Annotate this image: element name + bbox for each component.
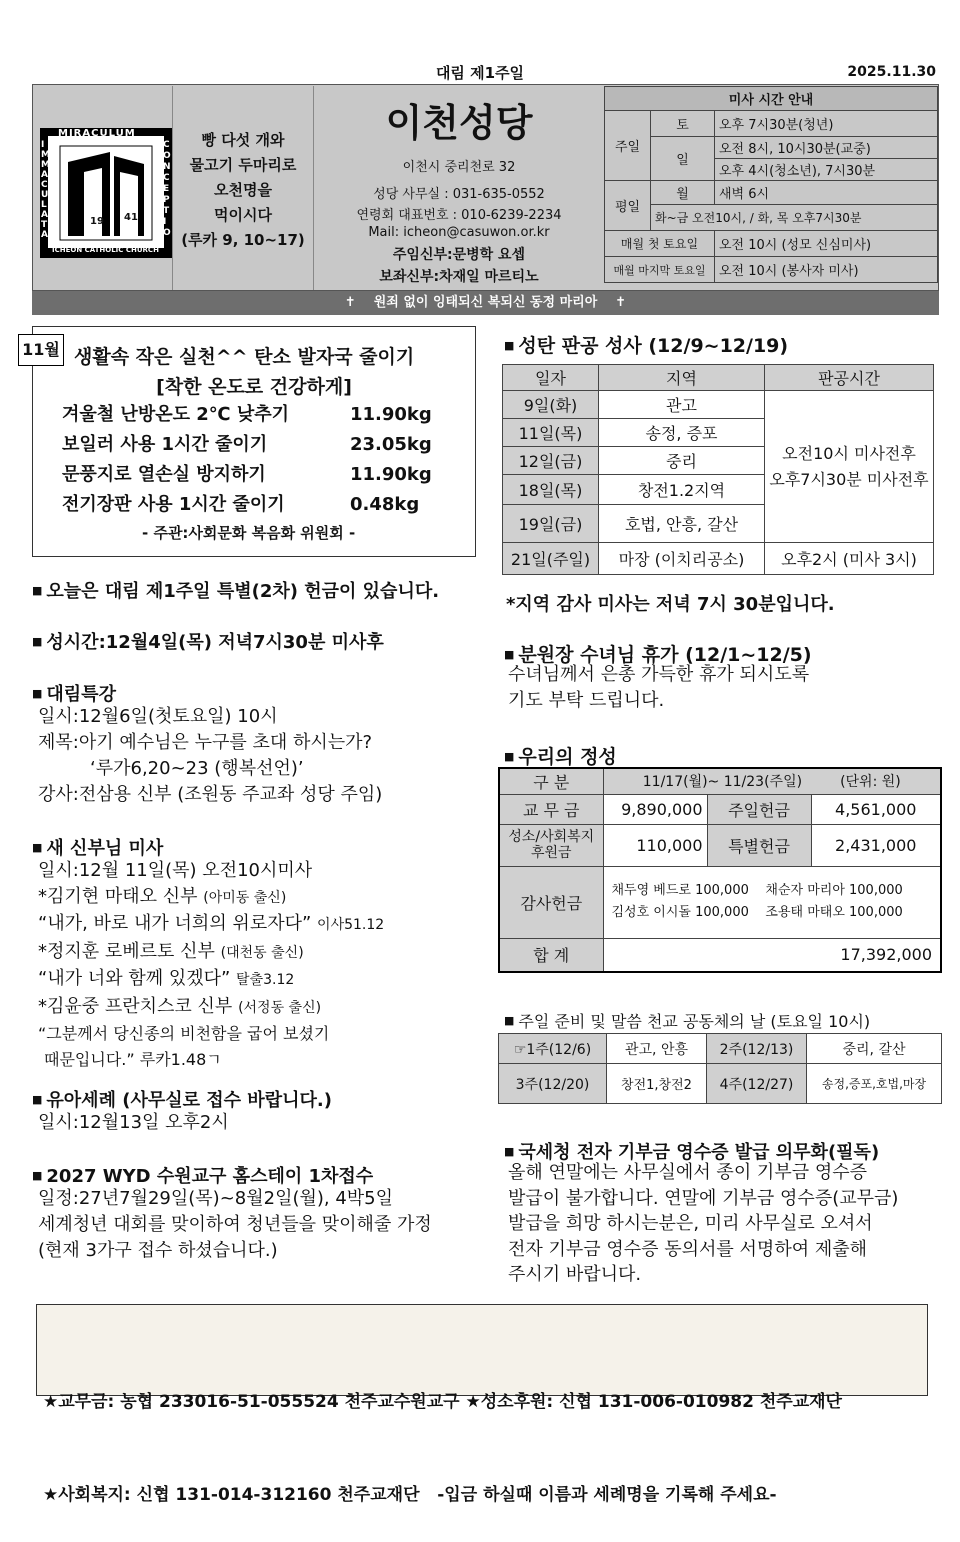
community-week: ☞1주(12/6) bbox=[499, 1034, 607, 1064]
church-address: 이천시 중리천로 32 bbox=[402, 160, 516, 175]
mass-mon-time: 새벽 6시 bbox=[715, 181, 938, 205]
confession-title: ■ 성탄 판공 성사 (12/9~12/19) bbox=[504, 331, 788, 358]
mass-first-sat-label: 매월 첫 토요일 bbox=[605, 231, 715, 257]
priest-quote: “그분께서 당신종의 비천함을 굽어 보셨기 bbox=[38, 1024, 330, 1043]
community-week: 2주(12/13) bbox=[707, 1034, 807, 1064]
logo-top-text: MIRACULUM bbox=[58, 128, 136, 139]
cross-icon: ✝ bbox=[615, 295, 627, 310]
donation-h-label: 구 분 bbox=[499, 768, 603, 794]
donation-r1-val: 9,890,000 bbox=[603, 794, 707, 824]
table-row-area: 마장 (이치리공소) bbox=[599, 543, 765, 575]
carbon-subtitle: [착한 온도로 건강하게] bbox=[156, 376, 352, 398]
donation-r2-label2: 특별헌금 bbox=[707, 824, 811, 866]
priest-entry: *김기현 마태오 신부 (아미동 출신) bbox=[38, 885, 287, 907]
donation-table bbox=[498, 767, 942, 973]
footer-line-2: ★사회복지: 신협 131-014-312160 천주교재단 -입금 하실때 이름과 세례명을 기록해 주세요- bbox=[43, 1485, 777, 1505]
donation-r1-label: 교 무 금 bbox=[499, 794, 603, 824]
church-office: 성당 사무실 : 031-635-0552 bbox=[373, 187, 545, 202]
priest-entry: *김윤중 프란치스코 신부 (서정동 출신) bbox=[38, 995, 322, 1017]
donation-total-label: 합 계 bbox=[499, 938, 603, 972]
infant-baptism-date: 일시:12월13일 오후2시 bbox=[38, 1112, 229, 1133]
mass-schedule-table bbox=[604, 86, 938, 283]
mass-title: 미사 시간 안내 bbox=[605, 87, 938, 111]
verse-line: 오천명을 bbox=[214, 181, 272, 199]
community-week: 3주(12/20) bbox=[499, 1064, 607, 1104]
community-areas: 관고, 안흥 bbox=[607, 1034, 707, 1064]
new-priest-body bbox=[38, 858, 478, 1072]
carbon-item: 겨울철 난방온도 2℃ 낮추기 11.90kg bbox=[62, 404, 432, 425]
table-row-date: 12일(금) bbox=[503, 447, 599, 475]
logo-year-b: 41 bbox=[124, 212, 138, 223]
donation-r3-label: 감사헌금 bbox=[499, 866, 603, 938]
priest-quote: “내가 너와 함께 있겠다” 탈출3.12 bbox=[38, 968, 295, 989]
church-pastor: 주임신부:문병학 요셉 bbox=[392, 247, 526, 263]
table-row-area: 송정, 증포 bbox=[599, 419, 765, 447]
logo-side-left: IMMACULATA bbox=[41, 140, 50, 240]
mass-tue-time: 화~금 오전10시, / 화, 목 오후7시30분 bbox=[651, 205, 938, 231]
mass-weekday-label: 평일 bbox=[605, 181, 651, 231]
cross-icon: ✝ bbox=[344, 295, 356, 310]
confession-table bbox=[502, 364, 934, 575]
wyd-title: ■ 2027 WYD 수원교구 홈스테이 1차접수 bbox=[32, 1162, 373, 1188]
verse-line: 물고기 두마리로 bbox=[189, 156, 297, 174]
infant-baptism-title: ■ 유아세례 (사무실로 접수 바랍니다.) bbox=[32, 1086, 332, 1112]
col-header: 지역 bbox=[599, 365, 765, 391]
table-row-date: 19일(금) bbox=[503, 505, 599, 543]
mass-last-sat-label: 매월 마지막 토요일 bbox=[605, 257, 715, 283]
church-assistant: 보좌신부:차재일 마르티노 bbox=[379, 269, 539, 285]
donation-total-val: 17,392,000 bbox=[603, 938, 941, 972]
sister-body: 수녀님께서 은총 가득한 휴가 되시도록 기도 부탁 드립니다. bbox=[508, 664, 810, 711]
offering-notice: ■ 오늘은 대림 제1주일 특별(2차) 헌금이 있습니다. bbox=[32, 577, 439, 603]
footer-line-1: ★교무금: 농협 233016-51-055524 천주교수원교구 ★성소후원: 신협 131-006-010982 천주교재단 bbox=[43, 1392, 842, 1412]
church-rep: 연령회 대표번호 : 010-6239-2234 bbox=[356, 208, 562, 223]
new-priest-date: 일시:12월 11일(목) 오전10시미사 bbox=[38, 860, 313, 881]
donation-r3-body: 채두영 베드로 100,000 채순자 마리아 100,000 김성호 이시돌 100,000 조용태 마태오 100,000 bbox=[603, 866, 941, 938]
mass-sat-label: 토 bbox=[651, 111, 715, 137]
marian-banner bbox=[32, 291, 939, 315]
table-row-area: 창전1.2지역 bbox=[599, 475, 765, 505]
priest-entry: *정지훈 로베르토 신부 (대천동 출신) bbox=[38, 940, 304, 962]
sister-title: ■ 분원장 수녀님 휴가 (12/1~12/5) bbox=[504, 640, 812, 667]
donation-r1-val2: 4,561,000 bbox=[811, 794, 941, 824]
confession-time: 오전10시 미사전후 오후7시30분 미사전후 bbox=[765, 391, 934, 543]
donation-title: ■ 우리의 정성 bbox=[504, 742, 617, 769]
table-row-date: 21일(주일) bbox=[503, 543, 599, 575]
table-row-area: 관고 bbox=[599, 391, 765, 419]
confession-note: *지역 감사 미사는 저녁 7시 30분입니다. bbox=[506, 594, 835, 615]
verse-line: 빵 다섯 개와 bbox=[201, 131, 285, 149]
carbon-item: 문풍지로 열손실 방지하기 11.90kg bbox=[62, 464, 432, 485]
col-header: 일자 bbox=[503, 365, 599, 391]
carbon-list bbox=[62, 400, 462, 520]
donation-r2-label: 성소/사회복지후원금 bbox=[499, 824, 603, 866]
community-areas: 창전1,창전2 bbox=[607, 1064, 707, 1104]
new-priest-title: ■ 새 신부님 미사 bbox=[32, 834, 163, 860]
footer-box bbox=[36, 1304, 928, 1505]
table-row-date: 11일(목) bbox=[503, 419, 599, 447]
table-row-area: 호법, 안흥, 갈산 bbox=[599, 505, 765, 543]
community-areas: 송정,증포,호법,마장 bbox=[807, 1064, 942, 1104]
logo-bottom-text: ICHEON CATHOLIC CHURCH bbox=[52, 246, 159, 254]
mass-sat-time: 오후 7시30분(청년) bbox=[715, 111, 938, 137]
tax-title: ■ 국세청 전자 기부금 영수증 발급 의무화(필독) bbox=[504, 1138, 879, 1164]
table-row-date: 9일(화) bbox=[503, 391, 599, 419]
church-info bbox=[316, 86, 602, 290]
table-row-time: 오후2시 (미사 3시) bbox=[765, 543, 934, 575]
logo-year-a: 19 bbox=[90, 216, 104, 227]
priest-quote: 때문입니다.” 루카1.48ㄱ bbox=[44, 1049, 222, 1069]
community-week: 4주(12/27) bbox=[707, 1064, 807, 1104]
community-title: ■ 주일 준비 및 말씀 천교 공동체의 날 (토요일 10시) bbox=[504, 1009, 870, 1032]
church-logo bbox=[40, 128, 172, 258]
verse-ref: (루카 9, 10~17) bbox=[181, 231, 305, 249]
donation-r2-val2: 2,431,000 bbox=[811, 824, 941, 866]
verse-line: 먹이시다 bbox=[214, 206, 272, 224]
verse-box bbox=[172, 86, 314, 290]
col-header: 판공시간 bbox=[765, 365, 934, 391]
mass-sun-time2: 오후 4시(청소년), 7시30분 bbox=[715, 159, 938, 181]
carbon-item: 전기장판 사용 1시간 줄이기 0.48kg bbox=[62, 494, 420, 515]
mass-first-sat-time: 오전 10시 (성모 신심미사) bbox=[715, 231, 938, 257]
carbon-title: 생활속 작은 실천^^ 탄소 발자국 줄이기 bbox=[74, 346, 415, 368]
carbon-item: 보일러 사용 1시간 줄이기 23.05kg bbox=[62, 434, 432, 455]
donation-r2-val: 110,000 bbox=[603, 824, 707, 866]
church-name: 이천성당 bbox=[385, 101, 533, 145]
mass-sun-label: 일 bbox=[651, 137, 715, 181]
mass-mon-label: 월 bbox=[651, 181, 715, 205]
week-title: 대림 제1주일 bbox=[435, 64, 525, 82]
holy-hour-notice: ■ 성시간:12월4일(목) 저녁7시30분 미사후 bbox=[32, 628, 384, 654]
advent-body: 일시:12월6일(첫토요일) 10시 제목:아기 예수님은 누구를 초대 하시는가? ‘루가6,20~23 (행복선언)’ 강사:전삼용 신부 (조원동 주교좌 성당 주임) bbox=[38, 706, 383, 805]
wyd-body: 일정:27년7월29일(목)~8월2일(월), 4박5일 세계청년 대회를 맞이하여 청년들을 맞이해줄 가정 (현재 3가구 접수 하셨습니다.) bbox=[38, 1188, 432, 1261]
mass-sun-time1: 오전 8시, 10시30분(교중) bbox=[715, 137, 938, 159]
advent-title: ■ 대림특강 bbox=[32, 680, 116, 706]
logo-side-right: CONCEPTIO bbox=[163, 140, 171, 238]
carbon-month: 11월 bbox=[18, 334, 64, 366]
issue-date: 2025.11.30 bbox=[847, 64, 936, 80]
church-mail: Mail: icheon@casuwon.or.kr bbox=[368, 225, 550, 240]
tax-body: 올해 연말에는 사무실에서 종이 기부금 영수증 발급이 불가합니다. 연말에 기부금 영수증(교무금) 발급을 희망 하시는분은, 미리 사무실로 오셔서 전자 기부금 영수증 동의서를 서명하여 제출해 주시기 바랍니다. bbox=[508, 1162, 899, 1285]
community-areas: 중리, 갈산 bbox=[807, 1034, 942, 1064]
banner-text: 원죄 없이 잉태되신 복되신 동정 마리아 bbox=[373, 295, 598, 310]
community-table bbox=[498, 1033, 942, 1104]
table-row-area: 중리 bbox=[599, 447, 765, 475]
donation-h-period: 11/17(월)~ 11/23(주일) (단위: 원) bbox=[603, 768, 941, 794]
carbon-host: - 주관:사회문화 복음화 위원회 - bbox=[142, 524, 356, 542]
donation-r1-label2: 주일헌금 bbox=[707, 794, 811, 824]
table-row-date: 18일(목) bbox=[503, 475, 599, 505]
mass-last-sat-time: 오전 10시 (봉사자 미사) bbox=[715, 257, 938, 283]
priest-quote: “내가, 바로 내가 너희의 위로자다” 이사51.12 bbox=[38, 913, 385, 934]
mass-sunday-label: 주일 bbox=[605, 111, 651, 181]
